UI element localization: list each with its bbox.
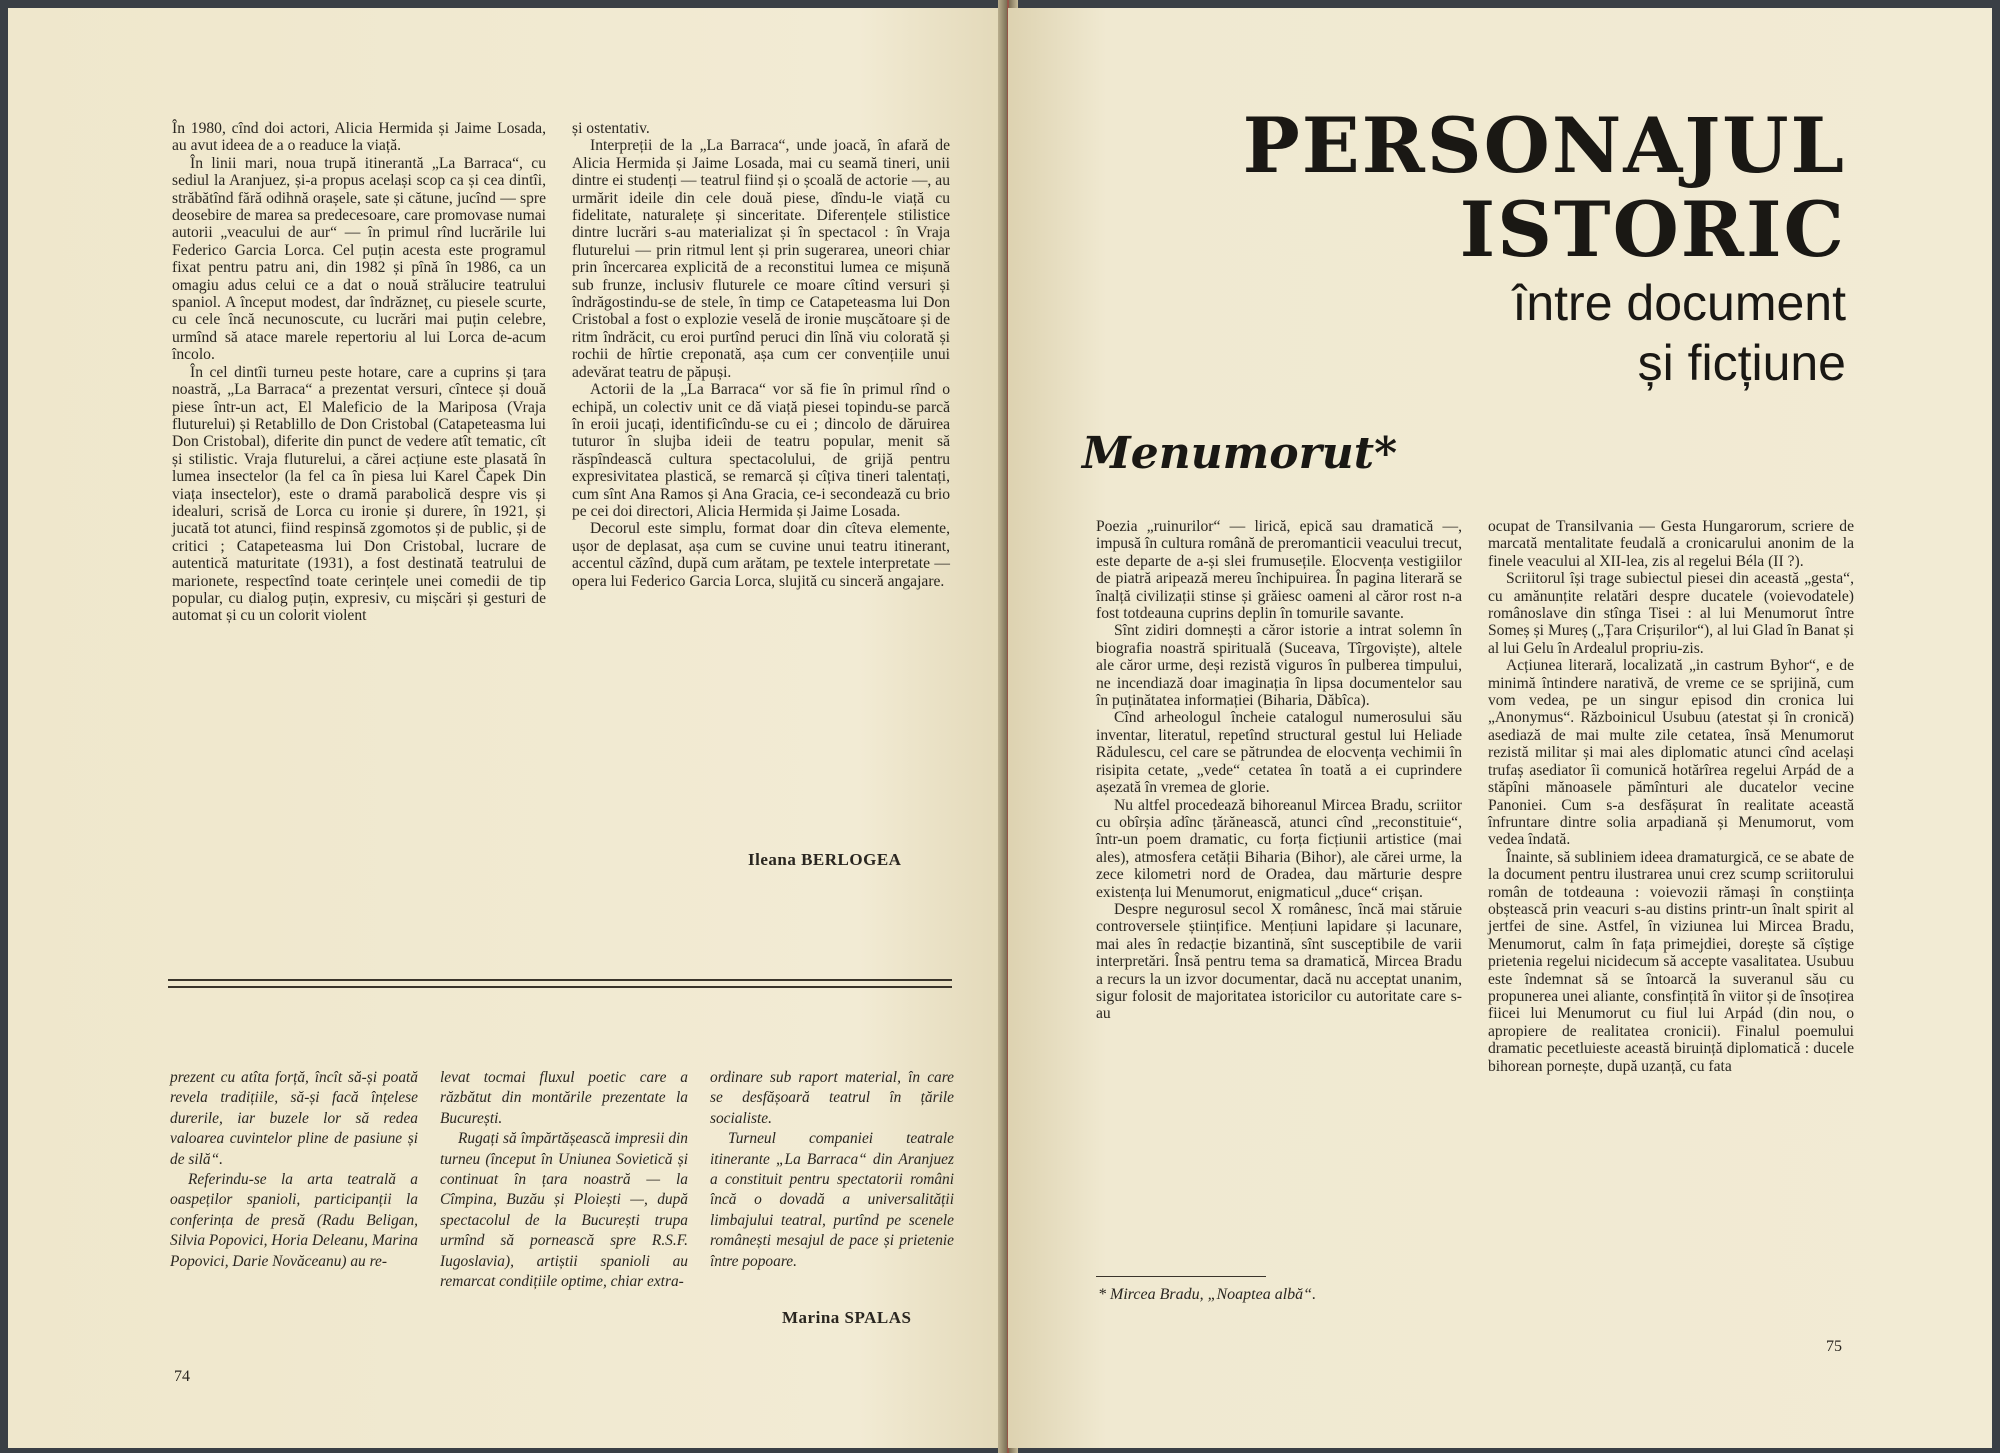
left-bottom-column-1 [170,1068,418,1272]
left-top-column-2 [572,120,950,590]
paragraph: Despre negurosul secol X românesc, încă mai stăruie controversele științifice. Mențiuni lapidare și lacunare, mai ales în redacție bizantină, sînt susceptibile de varii interpretări. Însă pentru tema sa dramatică, Mircea Bradu a recurs la un izvor documentar, dacă nu acceptat unanim, sigur folosit de majoritatea istoricilor cu autoritate care s-au [1096,900,1462,1023]
footnote: * Mircea Bradu, „Noaptea albă“. [1098,1286,1317,1303]
paragraph: Scriitorul își trage subiectul piesei din această „gesta“, cu amănunțite relatări despre ducatele (voievodatele) românoslave din stînga Tisei : al lui Menumorut între Someș și Mureș („Țara Crișurilor“), al lui Glad în Banat și al lui Gelu în Ardealul propriu-zis. [1488,570,1854,657]
paragraph: Turneul companiei teatrale itinerante „La Barraca“ din Aranjuez a constituit pentru spectatorii români încă o dovadă a universalității limbajului teatral, purtînd pe scenele românești mesajul de pace și prietenie între popoare. [710,1130,954,1270]
paragraph: În cel dintîi turneu peste hotare, care a cuprins și țara noastră, „La Barraca“ a prezentat versuri, cîntece și două piese într-un act, El Maleficio de la Mariposa (Vraja fluturelui) și Retablillo de Don Cristobal (Catapeteasma lui Don Cristobal), diferite din punct de vedere atît tematic, cît și stilistic. Vraja fluturelui, a cărei acțiune este plasată în lumea insectelor (la fel ca în piesa lui Karel Čapek Din viața insectelor), este o dramă parabolică despre vis și idealuri, scrisă de Lorca cu ironie și durere, în 1921, și jucată tot atunci, fiind respinsă zgomotos și de public, și de critici ; Catapeteasma lui Don Cristobal, lucrare de autentică maturitate (1931), a fost destinată teatrului de marionete, respectînd toate cerințele unei comedii de tip popular, cu dialog puțin, expresiv, cu mișcări și gesturi de automat și cu un colorit violent [172,363,546,625]
right-page [1008,8,1992,1448]
signature-ileana-berlogea: Ileana BERLOGEA [748,850,902,869]
paragraph: Decorul este simplu, format doar din cîteva elemente, ușor de deplasat, așa cum se cuvine unui teatru itinerant, accentul căzînd, după cum arătam, pe textele interpretate — opera lui Federico Garcia Lorca, slujită cu sinceră angajare. [572,520,950,590]
paragraph: Nu altfel procedează bihoreanul Mircea Bradu, scriitor cu obîrșia adînc țărănească, atunci cînd „reconstituie“, într-un poem dramatic, cu forța ficțiunii artistice (mai ales), atmosfera cetății Biharia (Bihor), ale cărei urme, la zece kilometri nord de Oradea, dau mărturie despre existența lui Menumorut, enigmaticul „duce“ crișan. [1096,796,1462,901]
page-number: 74 [174,1368,190,1385]
subtitle-line-2: și ficțiune [1637,335,1846,391]
divider-rule [168,979,952,981]
left-top-column-1 [172,120,546,625]
paragraph: Sînt zidiri domnești a căror istorie a intrat solemn în biografia noastră spirituală (Suceava, Tîrgoviște), altele ale căror urme, deși rezistă viguros în pulberea timpului, ne incendiază doar imaginația în lipsa documentelor sau în puținătatea informației (Biharia, Dăbîca). [1096,622,1462,710]
left-bottom-column-2 [440,1068,688,1292]
paragraph: ordinare sub raport material, în care se desfășoară teatrul în țările socialiste. [710,1069,954,1127]
paragraph: Înainte, să subliniem ideea dramaturgică, ce se abate de la document pentru ilustrarea unui crez scump scriitorului român de totdeauna : voievozii rămași în conștiința obștească prin veacuri s-au distins printr-un înalt spirit al jertfei de sine. Astfel, în viziunea lui Mircea Bradu, Menumorut, calm în fața primejdiei, dorește să cîștige prietenia regelui nicidecum să accepte vasalitatea. Usubuu este îndemnat să se întoarcă la suveranul său cu propunerea unei aliante, consfințită în viitor și de însoțirea fiicei lui Menumorut cu fiul lui Arpád (din nou, o apropiere de realitatea cronicii). Finalul poemului dramatic pecetluieste această biruință diplomatică : ducele bihorean pornește, după uzanță, cu fata [1488,848,1854,1075]
page-number: 75 [1826,1338,1842,1355]
paragraph: În 1980, cînd doi actori, Alicia Hermida și Jaime Losada, au avut ideea de a o readuce la viață. [172,120,546,155]
right-column-2 [1488,518,1854,1075]
left-bottom-column-3 [710,1068,954,1272]
left-page [8,8,1008,1448]
paragraph: Acțiunea literară, localizată „in castrum Byhor“, e de minimă întindere narativă, de vreme ce se sprijină, cum vom vedea, pe un singur episod din cronica lui „Anonymus“. Războinicul Usubuu (atestat și în cronică) asediază de mai multe zile cetatea, însă Menumorut rezistă militar și mai ales diplomatic atunci cînd același trufaș asediator îi comunică hotărîrea regelui Arpád de a stăpîni mănoasele pămînturi ale ducatelor vecine Panoniei. Cum s-a desfășurat în realitate această înfruntare dintre solia arpadiană și Menumorut, vom vedea îndată. [1488,657,1854,849]
paragraph: și ostentativ. [572,120,650,137]
paragraph: Actorii de la „La Barraca“ vor să fie în primul rînd o echipă, un colectiv unit ce dă viață piesei topindu-se parcă în eroii jucați, identificîndu-se cu ei ; dincolo de dăruirea tuturor în slujba ideii de teatru popular, menit să răspîndească cultura spectacolului, de grijă pentru expresivitatea plastică, se remarcă și cîțiva tineri talentați, cum sînt Ana Ramos și Ana Gracia, ce-i secondează cu brio pe cei doi directori, Alicia Hermida și Jaime Losada. [572,381,950,520]
paragraph: Referindu-se la arta teatrală a oaspeților spanioli, participanții la conferința de presă (Radu Beligan, Silvia Popovici, Horia Deleanu, Marina Popovici, Darie Novăceanu) au re- [170,1171,418,1270]
paragraph: Interpreții de la „La Barraca“, unde joacă, în afară de Alicia Hermida și Jaime Losada, mai cu seamă tineri, unii dintre ei studenți — teatrul fiind și o școală de actorie —, au urmărit ideile din cele două piese, dîndu-le viață cu fidelitate, naturalețe și sinceritate. Diferențele stilistice dintre lucrări s-au materializat și în spectacol : în Vraja fluturelui — prin ritmul lent și prin sugerarea, uneori chiar prin încercarea explicită de a reconstitui lumea ce mișună sub frunze, inclusiv fluturele ce moare cîtind versuri și îndrăgostindu-se de stele, în timp ce Catapeteasma lui Don Cristobal a fost o explozie veselă de ironie mușcătoare și de ritm îndrăcit, cu eroi purtînd peruci din lînă viu colorată și rochii de hîrtie creponată, așa cum cer convențiile unui adevărat teatru de păpuși. [572,137,950,381]
section-title-menumorut: Menumorut* [1082,428,1398,479]
headline-line-2: ISTORIC [1459,185,1846,274]
paragraph: Rugați să împărtășească impresii din turneu (început în Uniunea Sovietică și continuat în țara noastră — la Cîmpina, Buzău și Ploiești —, după spectacolul de la București trupa urmînd să pornească spre R.S.F. Iugoslavia), artiștii spanioli au remarcat condițiile optime, chiar extra- [440,1130,688,1291]
paragraph: Cînd arheologul încheie catalogul numerosului său inventar, literatul, repetînd structural gestul lui Heliade Rădulescu, cel care se pătrundea de elocvența vechimii în risipita cetate, „vede“ cetatea în toată a ei cuprindere așezată în vremea de glorie. [1096,709,1462,797]
signature-marina-spalas: Marina SPALAS [782,1308,912,1327]
paragraph: ocupat de Transilvania — Gesta Hungarorum, scriere de marcată mentalitate feudală a cronicarului anonim de la finele veacului al XII-lea, zis al regelui Béla (II ?). [1488,518,1854,570]
paragraph: Poezia „ruinurilor“ — lirică, epică sau dramatică —, impusă în cultura română de preromanticii veacului trecut, este departe de a-și slei frumusețile. Elocvența vestigiilor de piatră aripează mereu închipuirea. În pagina literară se înalță civilizații stinse și grăiesc oameni al căror rost n-a fost totdeauna cuprins deplin în tomurile savante. [1096,518,1462,623]
paragraph: În linii mari, noua trupă itinerantă „La Barraca“, cu sediul la Aranjuez, și-a propus același scop ca și cea dintîi, străbătînd fără odihnă orașele, sate și cătune, jucînd — spre deosebire de marea sa predecesoare, care promovase numai autorii „veacului de aur“ — în primul rînd lucrările lui Federico Garcia Lorca. Cel puțin acesta este programul fixat pentru patru ani, din 1982 și pînă în 1986, ca un omagiu adus celui ce a dat o nouă strălucire teatrului spaniol. A început modest, dar îndrăzneț, cu piesele scurte, cu cele încă necunoscute, cu lucrări mai puțin celebre, urmînd să atace marele repertoriu al lui Lorca de-acum încolo. [172,154,546,364]
right-column-1 [1096,518,1462,1023]
divider-rule [168,986,952,988]
paragraph: prezent cu atîta forță, încît să-și poată revela tradițiile, să-și facă înțelese durerile, iar buzele lor să redea valoarea cuvintelor pline de pasiune și de silă“. [170,1069,418,1168]
paragraph: levat tocmai fluxul poetic care a răzbătut din montările prezentate la București. [440,1069,688,1127]
footnote-rule [1096,1276,1266,1277]
headline-line-1: PERSONAJUL [1242,101,1846,190]
subtitle-line-1: între document [1512,275,1846,331]
